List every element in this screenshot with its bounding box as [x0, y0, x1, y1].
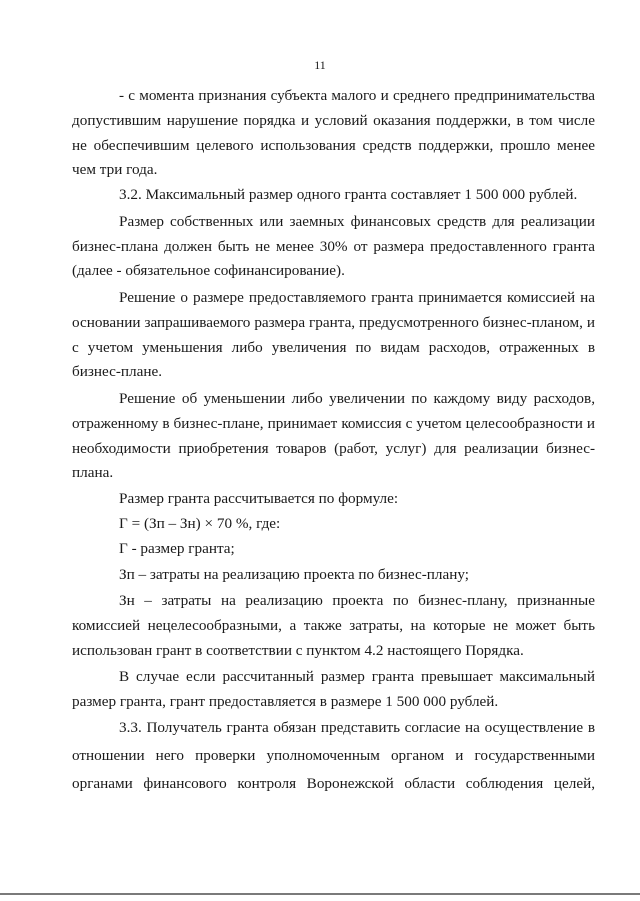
text-line: основании запрашиваемого размера гранта, предусмотренного бизнес-планом, и — [72, 314, 595, 331]
text-line: размер гранта, грант предоставляется в размере 1 500 000 рублей. — [72, 693, 499, 710]
text-line: - с момента признания субъекта малого и среднего предпринимательства — [119, 87, 595, 104]
text-line: не обеспечившим целевого использования средств поддержки, прошло менее — [72, 137, 595, 154]
text-line: использован грант в соответствии с пунктом 4.2 настоящего Порядка. — [72, 642, 524, 659]
text-line: допустившим нарушение порядка и условий оказания поддержки, в том числе — [72, 112, 595, 129]
text-line: плана. — [72, 464, 114, 481]
formula: Г = (Зп – Зн) × 70 %, где: — [119, 515, 281, 532]
page-number: 11 — [314, 58, 326, 72]
text-line: необходимости приобретения товаров (работ, услуг) для реализации бизнес- — [72, 440, 595, 457]
text-line: комиссией нецелесообразными, а также затраты, на которые не может быть — [72, 617, 595, 634]
text-line: Решение об уменьшении либо увеличении по каждому виду расходов, — [119, 390, 595, 407]
text-line: Размер гранта рассчитывается по формуле: — [119, 490, 399, 507]
text-line: В случае если рассчитанный размер гранта превышает максимальный — [119, 668, 595, 685]
text-line: отношении него проверки уполномоченным органом и государственными — [72, 747, 595, 764]
text-line: Г - размер гранта; — [119, 540, 235, 557]
text-line: отраженному в бизнес-плане, принимает комиссия с учетом целесообразности и — [72, 415, 595, 432]
text-line: Зн – затраты на реализацию проекта по бизнес-плану, признанные — [119, 592, 595, 609]
bottom-rule — [0, 893, 640, 895]
text-line: чем три года. — [72, 161, 158, 178]
text-line: (далее - обязательное софинансирование). — [72, 262, 345, 279]
text-line: 3.3. Получатель гранта обязан представить согласие на осуществление в — [119, 719, 595, 736]
text-line: Зп – затраты на реализацию проекта по бизнес-плану; — [119, 566, 469, 583]
text-line: бизнес-плане. — [72, 363, 163, 380]
text-line: органами финансового контроля Воронежской области соблюдения целей, — [72, 775, 595, 792]
text-line: с учетом уменьшения либо увеличения по видам расходов, отраженных в — [72, 339, 595, 356]
text-line: Размер собственных или заемных финансовых средств для реализации — [119, 213, 595, 230]
text-line: бизнес-плана должен быть не менее 30% от размера предоставленного гранта — [72, 238, 595, 255]
text-line: 3.2. Максимальный размер одного гранта составляет 1 500 000 рублей. — [119, 186, 578, 203]
text-line: Решение о размере предоставляемого гранта принимается комиссией на — [119, 289, 595, 306]
